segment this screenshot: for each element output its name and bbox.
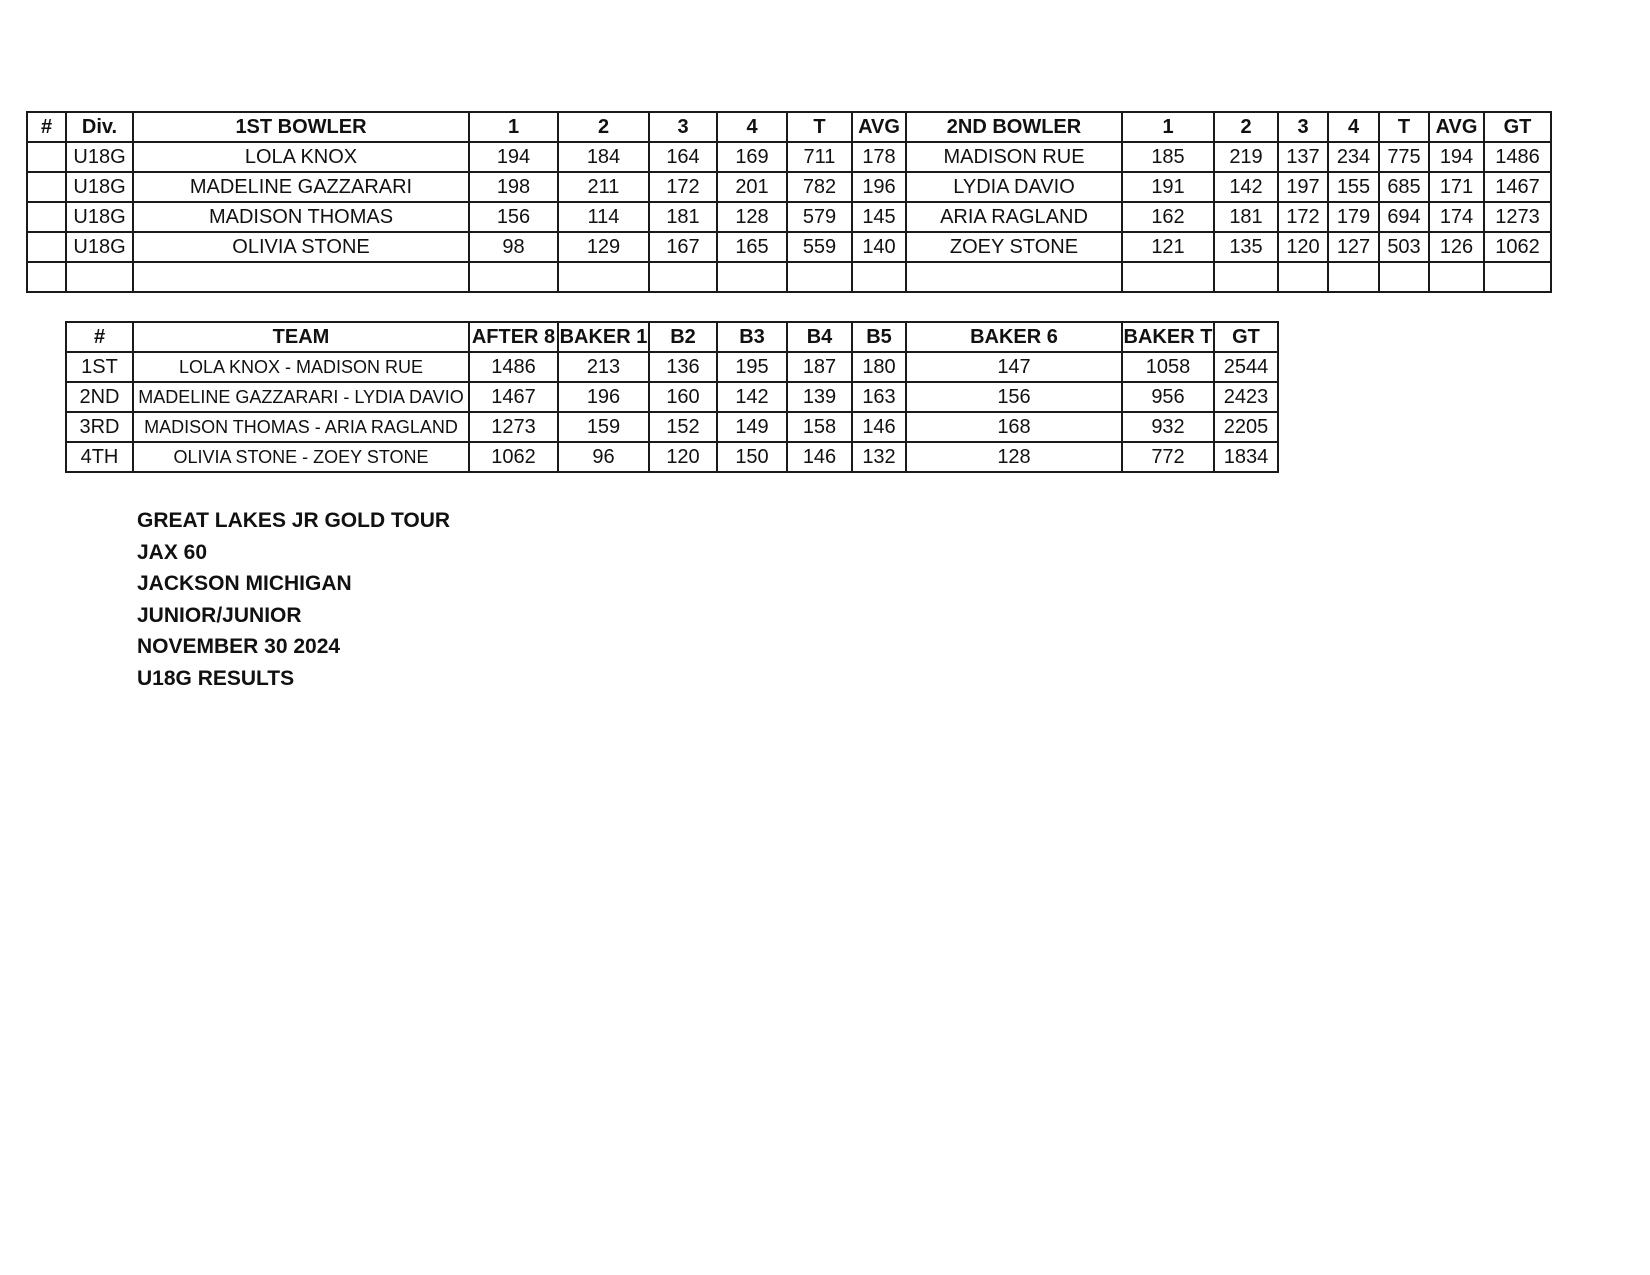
bowler-table-cell: 156 xyxy=(469,202,558,232)
event-location: JACKSON MICHIGAN xyxy=(137,572,352,595)
bowler-table-header-cell: Div. xyxy=(66,112,133,142)
bowler-table-cell: 219 xyxy=(1214,142,1278,172)
bowler-table-cell: 172 xyxy=(649,172,717,202)
team-table-cell: 152 xyxy=(649,412,717,442)
bowler-table-cell: 1467 xyxy=(1484,172,1551,202)
bowler-table-header-cell: 4 xyxy=(1328,112,1379,142)
team-table-header-cell: B5 xyxy=(852,322,906,352)
bowler-table-cell: U18G xyxy=(66,232,133,262)
team-table-cell: 195 xyxy=(717,352,787,382)
event-info-block xyxy=(137,505,450,694)
bowler-table-cell: 194 xyxy=(1429,142,1484,172)
bowler-table-row xyxy=(27,262,1551,292)
event-results-title: U18G RESULTS xyxy=(137,666,295,690)
bowler-table-cell: 142 xyxy=(1214,172,1278,202)
team-table-cell: 146 xyxy=(787,442,852,472)
bowler-table-cell xyxy=(558,262,649,292)
bowler-table-cell xyxy=(649,262,717,292)
bowler-table-cell: 579 xyxy=(787,202,852,232)
bowler-table-cell xyxy=(27,232,66,262)
team-table-header-cell: B2 xyxy=(649,322,717,352)
bowler-table-cell: 711 xyxy=(787,142,852,172)
bowler-table-cell xyxy=(1429,262,1484,292)
bowler-table-header-cell: 2ND BOWLER xyxy=(906,112,1122,142)
bowler-table-cell: LYDIA DAVIO xyxy=(906,172,1122,202)
team-table-cell: 168 xyxy=(906,412,1122,442)
team-table-header-cell: BAKER 6 xyxy=(906,322,1122,352)
bowler-table-cell: 196 xyxy=(852,172,906,202)
bowler-table-header-cell: 4 xyxy=(717,112,787,142)
bowler-table-cell: 127 xyxy=(1328,232,1379,262)
bowler-table-cell: 181 xyxy=(649,202,717,232)
team-table-cell: 772 xyxy=(1122,442,1214,472)
bowler-table-cell: 178 xyxy=(852,142,906,172)
bowler-table-cell: 140 xyxy=(852,232,906,262)
bowler-table-header-cell: 1 xyxy=(469,112,558,142)
bowler-table-header-cell: AVG xyxy=(1429,112,1484,142)
team-table-cell: MADELINE GAZZARARI - LYDIA DAVIO xyxy=(133,382,469,412)
team-table-cell: 128 xyxy=(906,442,1122,472)
bowler-table-cell xyxy=(27,262,66,292)
team-table-cell: 3RD xyxy=(66,412,133,442)
bowler-table-header-cell: 3 xyxy=(1278,112,1328,142)
bowler-table-cell: 120 xyxy=(1278,232,1328,262)
team-table-cell: 1058 xyxy=(1122,352,1214,382)
team-table-cell: 160 xyxy=(649,382,717,412)
bowler-table-cell: 775 xyxy=(1379,142,1429,172)
bowler-table-cell: 234 xyxy=(1328,142,1379,172)
bowler-table-cell xyxy=(717,262,787,292)
bowler-table-cell xyxy=(1484,262,1551,292)
team-table-cell: 139 xyxy=(787,382,852,412)
bowler-table-cell: 98 xyxy=(469,232,558,262)
bowler-table-cell: 179 xyxy=(1328,202,1379,232)
team-table-cell: 163 xyxy=(852,382,906,412)
bowler-table-cell: MADISON RUE xyxy=(906,142,1122,172)
bowler-table-cell xyxy=(66,262,133,292)
bowler-table-cell: U18G xyxy=(66,142,133,172)
bowler-table-cell: 694 xyxy=(1379,202,1429,232)
bowler-table-cell: 114 xyxy=(558,202,649,232)
bowler-table-header-cell: T xyxy=(1379,112,1429,142)
bowler-table-header-cell: AVG xyxy=(852,112,906,142)
team-table-cell: 149 xyxy=(717,412,787,442)
team-table-cell: 120 xyxy=(649,442,717,472)
bowler-table-cell xyxy=(1379,262,1429,292)
bowler-table-cell xyxy=(1122,262,1214,292)
bowler-table-header-cell: 3 xyxy=(649,112,717,142)
bowler-table-row xyxy=(27,142,1551,172)
bowler-table-header-cell: 2 xyxy=(1214,112,1278,142)
bowler-table-cell: 172 xyxy=(1278,202,1328,232)
bowler-table-cell: OLIVIA STONE xyxy=(133,232,469,262)
team-table-cell: 1062 xyxy=(469,442,558,472)
bowler-table-cell: 162 xyxy=(1122,202,1214,232)
bowler-table-cell: 145 xyxy=(852,202,906,232)
team-table-row xyxy=(66,442,1278,472)
bowler-table-cell xyxy=(1328,262,1379,292)
bowler-table-cell: U18G xyxy=(66,172,133,202)
bowler-scores-table xyxy=(26,111,1552,293)
event-date: NOVEMBER 30 2024 xyxy=(137,635,341,658)
bowler-table-header-cell: 2 xyxy=(558,112,649,142)
bowler-table-cell: 782 xyxy=(787,172,852,202)
bowler-table-row xyxy=(27,202,1551,232)
team-table-cell: 156 xyxy=(906,382,1122,412)
team-table-cell: 1467 xyxy=(469,382,558,412)
bowler-table-cell: 1062 xyxy=(1484,232,1551,262)
team-table-header-cell: # xyxy=(66,322,133,352)
bowler-table-cell xyxy=(1214,262,1278,292)
team-table-header-cell: B3 xyxy=(717,322,787,352)
team-table-header-row xyxy=(66,322,1278,352)
bowler-table-cell: 201 xyxy=(717,172,787,202)
team-table-header-cell: BAKER 1 xyxy=(558,322,649,352)
bowler-table-cell: 155 xyxy=(1328,172,1379,202)
team-table-cell: OLIVIA STONE - ZOEY STONE xyxy=(133,442,469,472)
team-table-header-cell: B4 xyxy=(787,322,852,352)
team-table-cell: 150 xyxy=(717,442,787,472)
team-table-header-cell: GT xyxy=(1214,322,1278,352)
bowler-table-cell: U18G xyxy=(66,202,133,232)
bowler-table-cell: 135 xyxy=(1214,232,1278,262)
bowler-table-cell: 1273 xyxy=(1484,202,1551,232)
bowler-table-header-cell: # xyxy=(27,112,66,142)
bowler-table-cell: LOLA KNOX xyxy=(133,142,469,172)
bowler-table-cell: 211 xyxy=(558,172,649,202)
bowler-table-cell: 191 xyxy=(1122,172,1214,202)
team-table-row xyxy=(66,412,1278,442)
team-table-cell: 147 xyxy=(906,352,1122,382)
bowler-table-cell: 129 xyxy=(558,232,649,262)
team-table-cell: LOLA KNOX - MADISON RUE xyxy=(133,352,469,382)
bowler-table-cell: 685 xyxy=(1379,172,1429,202)
bowler-table-cell: 121 xyxy=(1122,232,1214,262)
team-table-cell: 142 xyxy=(717,382,787,412)
bowler-table-cell xyxy=(27,172,66,202)
team-table-cell: 180 xyxy=(852,352,906,382)
team-table-header-cell: AFTER 8 xyxy=(469,322,558,352)
bowler-table-row xyxy=(27,232,1551,262)
event-tour-name: GREAT LAKES JR GOLD TOUR xyxy=(137,509,451,532)
team-table-row xyxy=(66,352,1278,382)
team-table-cell: 158 xyxy=(787,412,852,442)
team-table-cell: 1834 xyxy=(1214,442,1278,472)
bowler-table-cell: MADELINE GAZZARARI xyxy=(133,172,469,202)
team-table-cell: 96 xyxy=(558,442,649,472)
bowler-table-header-cell: GT xyxy=(1484,112,1551,142)
bowler-table-cell: 169 xyxy=(717,142,787,172)
bowler-table-cell xyxy=(27,142,66,172)
team-table-cell: 146 xyxy=(852,412,906,442)
bowler-table-row xyxy=(27,172,1551,202)
team-table-cell: 2ND xyxy=(66,382,133,412)
bowler-table-cell xyxy=(1278,262,1328,292)
bowler-table-header-cell: T xyxy=(787,112,852,142)
bowler-table-header-row xyxy=(27,112,1551,142)
bowler-table-cell: 137 xyxy=(1278,142,1328,172)
bowler-table-cell: 197 xyxy=(1278,172,1328,202)
team-table-header-cell: BAKER T xyxy=(1122,322,1214,352)
bowler-table-cell: 198 xyxy=(469,172,558,202)
event-venue: JAX 60 xyxy=(137,540,208,564)
team-table-cell: MADISON THOMAS - ARIA RAGLAND xyxy=(133,412,469,442)
team-results-table xyxy=(65,321,1279,473)
team-table-cell: 1ST xyxy=(66,352,133,382)
team-table-cell: 1273 xyxy=(469,412,558,442)
bowler-table-cell: 164 xyxy=(649,142,717,172)
event-format: JUNIOR/JUNIOR xyxy=(137,603,302,627)
bowler-table-cell: 503 xyxy=(1379,232,1429,262)
bowler-table-cell: 185 xyxy=(1122,142,1214,172)
bowler-table-cell: 128 xyxy=(717,202,787,232)
team-table-cell: 1486 xyxy=(469,352,558,382)
bowler-table-cell: 194 xyxy=(469,142,558,172)
team-table-cell: 159 xyxy=(558,412,649,442)
bowler-table-cell: MADISON THOMAS xyxy=(133,202,469,232)
team-table-cell: 2544 xyxy=(1214,352,1278,382)
team-table-cell: 4TH xyxy=(66,442,133,472)
team-table-row xyxy=(66,382,1278,412)
team-table-cell: 932 xyxy=(1122,412,1214,442)
team-table-header-cell: TEAM xyxy=(133,322,469,352)
team-table-cell: 187 xyxy=(787,352,852,382)
bowler-table-cell xyxy=(469,262,558,292)
bowler-table-header-cell: 1ST BOWLER xyxy=(133,112,469,142)
bowler-table-cell xyxy=(133,262,469,292)
bowler-table-cell: 126 xyxy=(1429,232,1484,262)
bowler-table-cell: 184 xyxy=(558,142,649,172)
bowler-table-cell: 1486 xyxy=(1484,142,1551,172)
team-table-cell: 2423 xyxy=(1214,382,1278,412)
team-table-cell: 2205 xyxy=(1214,412,1278,442)
bowler-table-cell xyxy=(852,262,906,292)
bowler-table-cell: 167 xyxy=(649,232,717,262)
bowler-table-cell: 181 xyxy=(1214,202,1278,232)
team-table-cell: 956 xyxy=(1122,382,1214,412)
bowler-table-cell xyxy=(27,202,66,232)
bowler-table-cell: 171 xyxy=(1429,172,1484,202)
team-table-cell: 136 xyxy=(649,352,717,382)
bowler-table-cell: ARIA RAGLAND xyxy=(906,202,1122,232)
team-table-cell: 213 xyxy=(558,352,649,382)
bowler-table-cell: 559 xyxy=(787,232,852,262)
bowler-table-cell xyxy=(787,262,852,292)
bowler-table-header-cell: 1 xyxy=(1122,112,1214,142)
bowler-table-cell: ZOEY STONE xyxy=(906,232,1122,262)
team-table-cell: 196 xyxy=(558,382,649,412)
bowler-table-cell xyxy=(906,262,1122,292)
team-table-cell: 132 xyxy=(852,442,906,472)
bowler-table-cell: 165 xyxy=(717,232,787,262)
bowler-table-cell: 174 xyxy=(1429,202,1484,232)
